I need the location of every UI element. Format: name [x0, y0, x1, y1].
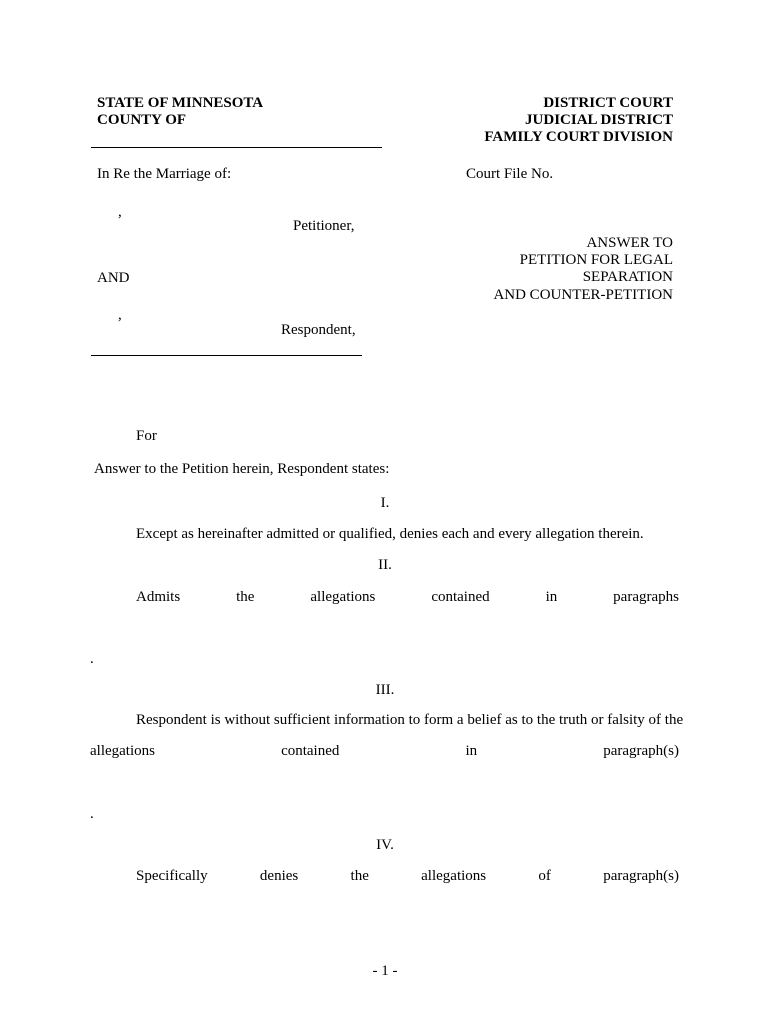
- court-label: DISTRICT COURT: [543, 95, 673, 111]
- section-2-word: the: [236, 589, 255, 605]
- section-2-word: in: [545, 589, 558, 605]
- section-3-numeral: III.: [375, 682, 395, 698]
- doc-title-line-2: PETITION FOR LEGAL: [519, 252, 673, 268]
- petitioner-name-comma: ,: [118, 204, 122, 220]
- doc-title-line-1: ANSWER TO: [586, 235, 673, 251]
- section-3-end: .: [90, 806, 94, 822]
- caption-top-rule: [91, 147, 382, 148]
- petitioner-label: Petitioner,: [293, 218, 355, 234]
- state-label: STATE OF MINNESOTA: [97, 95, 264, 111]
- in-re-label: In Re the Marriage of:: [97, 166, 232, 182]
- section-2-end: .: [90, 651, 94, 667]
- and-label: AND: [97, 270, 130, 286]
- section-4-word: paragraph(s): [603, 868, 679, 884]
- court-file-label: Court File No.: [466, 166, 554, 182]
- respondent-label: Respondent,: [281, 322, 356, 338]
- for-label: For: [136, 428, 157, 444]
- section-3-word: paragraph(s): [603, 743, 679, 759]
- doc-title-line-4: AND COUNTER-PETITION: [493, 287, 673, 303]
- section-2-line: [136, 588, 679, 606]
- intro-text: Answer to the Petition herein, Respondent states:: [94, 461, 390, 477]
- section-4-word: Specifically: [136, 868, 208, 884]
- doc-title-line-3: SEPARATION: [582, 269, 673, 285]
- section-4-word: the: [350, 868, 369, 884]
- section-3-word: contained: [281, 743, 340, 759]
- section-2-word: paragraphs: [613, 589, 679, 605]
- section-1-numeral: I.: [380, 495, 390, 511]
- section-1-text: Except as hereinafter admitted or qualified, denies each and every allegation therein.: [136, 526, 644, 542]
- page-number: - 1 -: [372, 963, 398, 979]
- county-label: COUNTY OF: [97, 112, 187, 128]
- section-4-line: [136, 867, 679, 885]
- section-3-word: allegations: [90, 743, 155, 759]
- section-3-word: in: [465, 743, 478, 759]
- section-4-word: denies: [259, 868, 299, 884]
- section-3-line-1: Respondent is without sufficient information to form a belief as to the truth or falsity of the: [136, 712, 684, 728]
- section-4-numeral: IV.: [376, 837, 394, 853]
- section-4-word: allegations: [421, 868, 487, 884]
- district-label: JUDICIAL DISTRICT: [525, 112, 673, 128]
- division-label: FAMILY COURT DIVISION: [484, 129, 673, 145]
- section-2-numeral: II.: [378, 557, 392, 573]
- section-4-word: of: [538, 868, 551, 884]
- section-2-word: allegations: [310, 589, 376, 605]
- caption-bottom-rule: [91, 355, 362, 356]
- section-2-word: contained: [431, 589, 490, 605]
- section-2-word: Admits: [136, 589, 181, 605]
- section-3-line-2: [90, 742, 679, 760]
- respondent-name-comma: ,: [118, 307, 122, 323]
